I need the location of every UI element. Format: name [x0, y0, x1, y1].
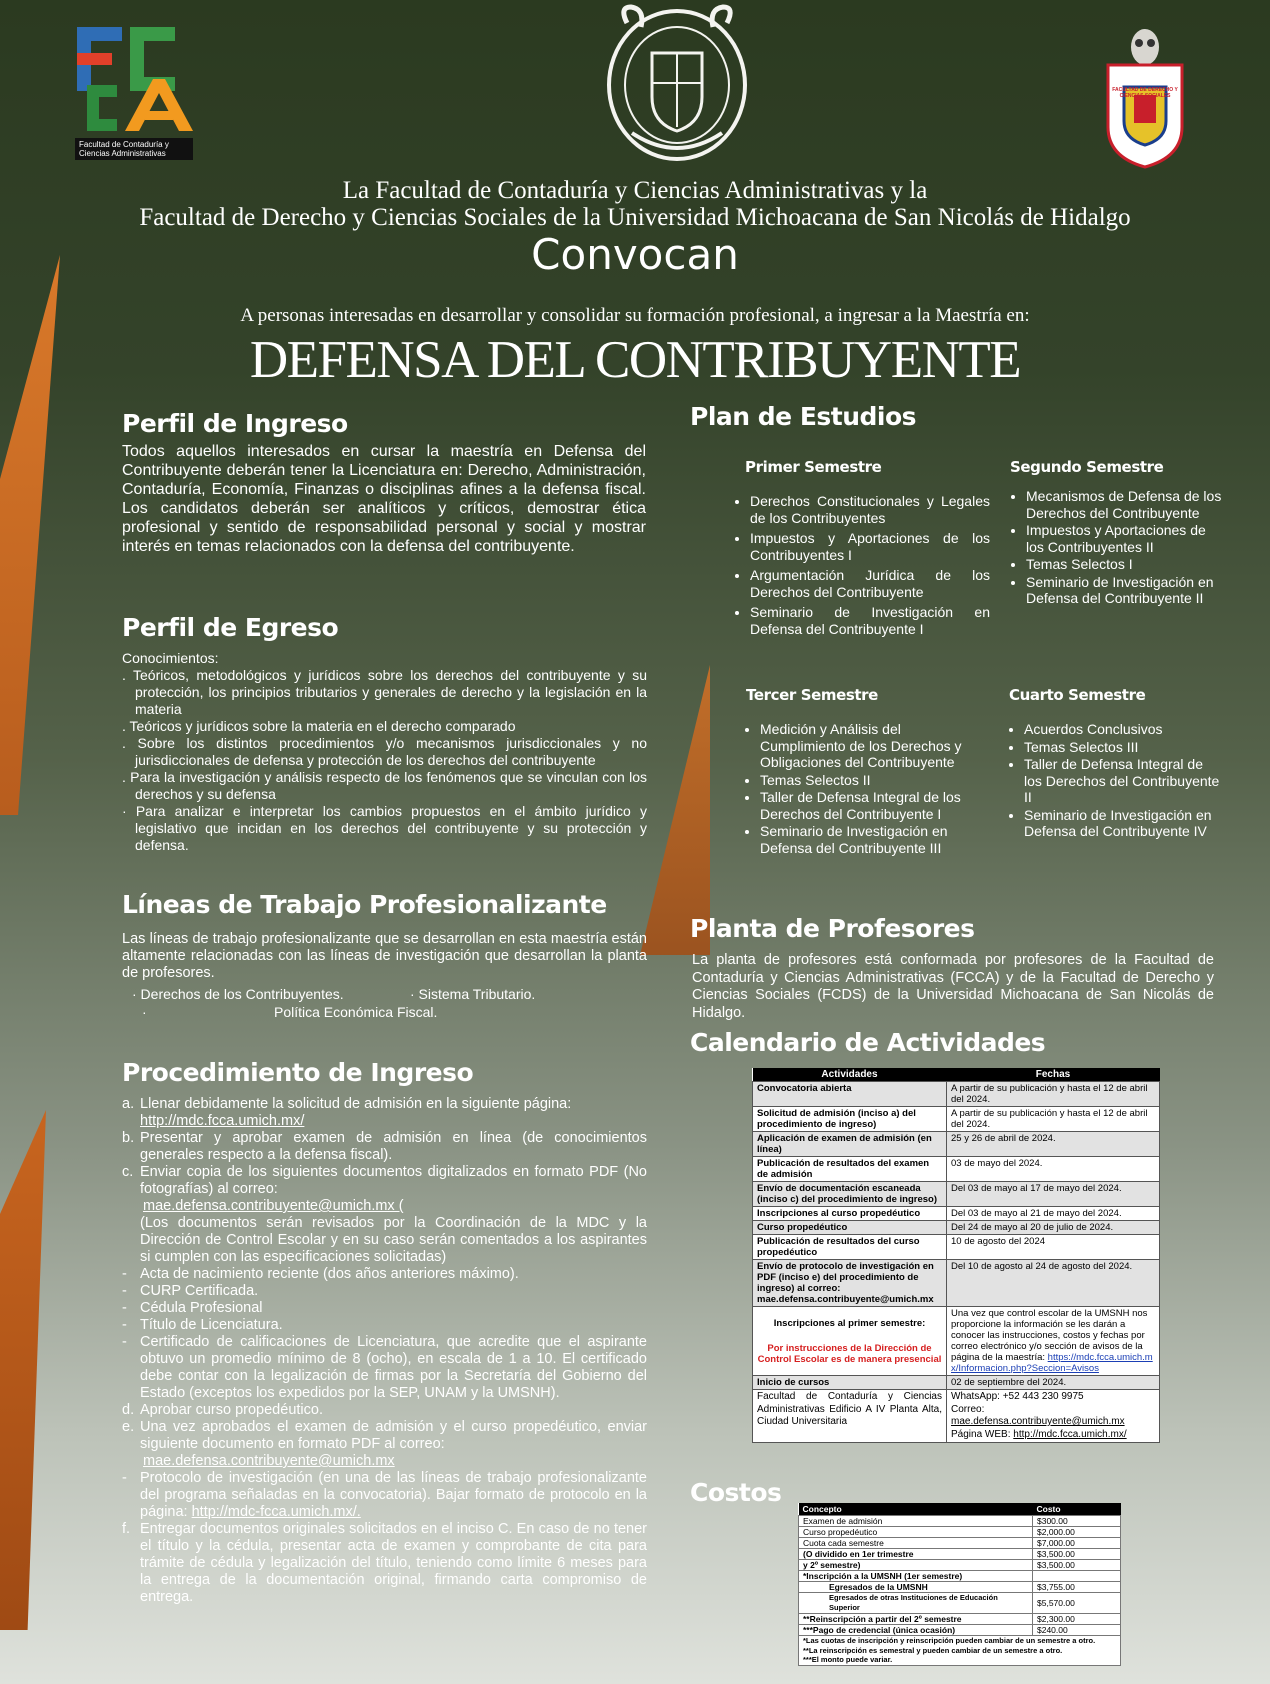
proc-step-c-note: (Los documentos serán revisados por la Coordinación de la MDC y la Dirección de Control Escolar y en su caso serán comentados a los aspirantes si cumplen con las especificaciones solicitadas)	[140, 1215, 647, 1265]
proc-step-c-text: Enviar copia de los siguientes documentos digitalizados en formato PDF (No fotografías) al correo:	[140, 1164, 647, 1197]
course-item: • Medición y Análisis del Cumplimiento de los Derechos y Obligaciones del Contribuyente	[760, 721, 965, 771]
lineas-item-3-bullet: ·	[142, 1004, 147, 1020]
lineas-item-3: Política Económica Fiscal.	[274, 1004, 438, 1020]
contact-email-link[interactable]: mae.defensa.contribuyente@umich.mx	[951, 1416, 1125, 1427]
costs-row	[799, 1560, 1121, 1571]
cost-value: $3,500.00	[1033, 1560, 1121, 1571]
proc-step-a-link[interactable]: http://mdc.fcca.umich.mx/	[140, 1113, 305, 1129]
perfil-egreso-intro: Conocimientos:	[122, 650, 219, 666]
calendar-date: A partir de su publicación y hasta el 12 de abril del 2024.	[947, 1082, 1160, 1107]
perfil-ingreso-text: Todos aquellos interesados en cursar la maestría en Defensa del Contribuyente deberán tener la Licenciatura en: Derecho, Administración, Contaduría, Economía, Finanzas o disciplinas afines a la defensa fiscal. Los candidatos deberán ser analíticos y críticos, demostrar ética profesional y sentido de responsabilidad personal y social y mostrar interés en temas relacionados con la defensa del contribuyente.	[122, 443, 646, 555]
costs-header-cost: Costo	[1033, 1503, 1121, 1516]
planta-title: Planta de Profesores	[690, 914, 975, 943]
perfil-egreso-item: . Teóricos, metodológicos y jurídicos sobre los derechos del contribuyente y su protección, los principios tributarios y generales de derecho y la legislación en la materia	[122, 667, 647, 717]
proc-doc: - Cédula Profesional	[122, 1300, 263, 1316]
calendar-activity: Publicación de resultados del curso propedéutico	[753, 1235, 947, 1260]
inscripciones-note: Por instrucciones de la Dirección de Control Escolar es de manera presencial	[757, 1342, 942, 1365]
course-item: • Acuerdos Conclusivos	[1024, 721, 1224, 738]
costs-row	[799, 1527, 1121, 1538]
proc-doc: - Certificado de calificaciones de Licenciatura, que acredite que el aspirante obtuvo un promedio mínimo de 8 (ocho), en escala de 1 a 10. El certificado debe contar con la legalización de firmas por la Secretaría del Gobierno del Estado (exceptos los expedidos por la SEP, UNAM y la UMSNH).	[122, 1334, 647, 1401]
calendar-date	[947, 1307, 1160, 1376]
lineas-title: Líneas de Trabajo Profesionalizante	[122, 890, 607, 919]
intro-text: A personas interesadas en desarrollar y consolidar su formación profesional, a ingresar a la Maestría en:	[240, 305, 1030, 326]
course-item: • Temas Selectos I	[1026, 556, 1226, 573]
cost-value: $300.00	[1033, 1516, 1121, 1527]
procedimiento-title: Procedimiento de Ingreso	[122, 1058, 474, 1087]
costos-title: Costos	[690, 1478, 782, 1507]
semester-3-title: Tercer Semestre	[746, 686, 878, 704]
cost-value: $2,300.00	[1033, 1614, 1121, 1625]
convocan-heading: Convocan	[531, 230, 739, 279]
perfil-ingreso-title: Perfil de Ingreso	[122, 409, 348, 438]
semester-2-title: Segundo Semestre	[1010, 458, 1164, 476]
course-item: • Seminario de Investigación en Defensa del Contribuyente II	[1026, 574, 1226, 607]
proc-step-e-doc-link[interactable]: http://mdc-fcca.umich.mx/.	[191, 1504, 361, 1520]
calendario-title: Calendario de Actividades	[690, 1028, 1046, 1057]
costs-row	[799, 1625, 1121, 1636]
calendar-date: Del 03 de mayo al 21 de mayo del 2024.	[947, 1207, 1160, 1221]
costs-notes-row	[799, 1636, 1121, 1666]
proc-step-e-text: Una vez aprobados el examen de admisión y el curso propedéutico, enviar siguiente documento en formato PDF al correo:	[140, 1419, 647, 1452]
calendar-row	[753, 1235, 1160, 1260]
cost-note: ***El monto puede variar.	[803, 1655, 893, 1664]
calendar-date: 25 y 26 de abril de 2024.	[947, 1132, 1160, 1157]
calendar-row	[753, 1207, 1160, 1221]
planta-text: La planta de profesores está conformada por profesores de la Facultad de Contaduría y Ciencias Administrativas (FCCA) y de la Facultad de Derecho y Ciencias Sociales (FCDS) de la Universidad Michoacana de San Nicolás de Hidalgo.	[692, 952, 1214, 1021]
calendar-row	[753, 1107, 1160, 1132]
proc-step-b-text: Presentar y aprobar examen de admisión en línea (de conocimientos generales respecto a la defensa fiscal).	[140, 1130, 647, 1163]
contact-whatsapp: WhatsApp: +52 443 230 9975	[951, 1391, 1084, 1402]
semester-4-list	[1006, 721, 1224, 841]
course-item: • Temas Selectos II	[760, 772, 965, 789]
course-item: • Impuestos y Aportaciones de los Contribuyentes I	[750, 530, 990, 563]
lineas-text: Las líneas de trabajo profesionalizante que se desarrollan en esta maestría están altamente relacionadas con las líneas de investigación que desarrollan la planta de profesores.	[122, 931, 647, 981]
calendar-activity: Publicación de resultados del examen de admisión	[753, 1157, 947, 1182]
proc-doc: - Título de Licenciatura.	[122, 1317, 283, 1333]
cost-concept: Examen de admisión	[799, 1516, 1033, 1527]
calendar-row	[753, 1376, 1160, 1390]
semester-1-list	[732, 493, 990, 638]
inscripciones-link[interactable]: https://mdc.fcca.umich.mx/Informacion.php?Seccion=Avisos	[951, 1352, 1153, 1374]
cost-value: $5,570.00	[1033, 1593, 1121, 1614]
cost-value: $3,755.00	[1033, 1582, 1121, 1593]
fcca-logo	[75, 25, 205, 160]
proc-step-a-text: Llenar debidamente la solicitud de admisión en la siguiente página:	[140, 1096, 572, 1112]
calendar-date: 03 de mayo del 2024.	[947, 1157, 1160, 1182]
proc-step-e-link[interactable]: mae.defensa.contribuyente@umich.mx	[143, 1453, 395, 1469]
cost-value	[1033, 1571, 1121, 1582]
calendar-activity: Inscripciones al curso propedéutico	[753, 1207, 947, 1221]
cost-value: $2,000.00	[1033, 1527, 1121, 1538]
cost-concept: Egresados de la UMSNH	[799, 1582, 1033, 1593]
proc-doc-text: Acta de nacimiento reciente (dos años anteriores máximo).	[140, 1266, 519, 1282]
cost-concept: Cuota cada semestre	[799, 1538, 1033, 1549]
costs-row	[799, 1614, 1121, 1625]
proc-step-f-text: Entregar documentos originales solicitados en el inciso C. En caso de no tener el título y la cédula, presentar acta de examen y comprobante de cita para trámite de cédula y legalización del título, teniendo como límite 6 meses para la entrega de la documentación original, firmando carta compromiso de entrega.	[140, 1521, 647, 1605]
proc-step-f: f. Entregar documentos originales solicitados en el inciso C. En caso de no tener el título y la cédula, presentar acta de examen y comprobante de cita para trámite de cédula y legalización del título, teniendo como límite 6 meses para la entrega de la documentación original, firmando carta compromiso de entrega.	[122, 1521, 647, 1605]
calendar-row	[753, 1157, 1160, 1182]
law-faculty-seal	[1100, 25, 1190, 170]
header-line-1: La Facultad de Contaduría y Ciencias Administrativas y la	[342, 177, 928, 204]
calendar-row	[753, 1260, 1160, 1307]
costs-row	[799, 1593, 1121, 1614]
calendar-row	[753, 1132, 1160, 1157]
perfil-egreso-item: . Para la investigación y análisis respecto de los fenómenos que se vinculan con los derechos y su defensa	[122, 769, 647, 802]
lineas-item-1: · Derechos de los Contribuyentes.	[132, 986, 344, 1002]
program-title: DEFENSA DEL CONTRIBUYENTE	[249, 331, 1021, 389]
cost-concept: (O dividido en 1er trimestre	[799, 1549, 1033, 1560]
inscripciones-label: Inscripciones al primer semestre:	[773, 1317, 926, 1329]
calendar-activity: Envío de documentación escaneada (inciso c) del procedimiento de ingreso)	[753, 1182, 947, 1207]
course-item: • Taller de Defensa Integral de los Derechos del Contribuyente II	[1024, 756, 1224, 806]
costs-row	[799, 1571, 1121, 1582]
calendar-date: Del 10 de agosto al 24 de agosto del 2024.	[947, 1260, 1160, 1307]
course-item: • Seminario de Investigación en Defensa del Contribuyente IV	[1024, 807, 1224, 840]
cost-concept: Egresados de otras Instituciones de Educación Superior	[799, 1593, 1033, 1614]
calendar-date: Del 24 de mayo al 20 de julio de 2024.	[947, 1221, 1160, 1235]
calendar-activity: Aplicación de examen de admisión (en línea)	[753, 1132, 947, 1157]
cost-value: $7,000.00	[1033, 1538, 1121, 1549]
cost-concept: Curso propedéutico	[799, 1527, 1033, 1538]
proc-step-e: e. Una vez aprobados el examen de admisión y el curso propedéutico, enviar siguiente documento en formato PDF al correo: mae.defensa.contribuyente@umich.mx	[122, 1419, 647, 1469]
proc-doc-text: Título de Licenciatura.	[140, 1317, 283, 1333]
contact-web-label: Página WEB:	[951, 1428, 1011, 1440]
semester-1-title: Primer Semestre	[745, 458, 882, 476]
perfil-egreso-title: Perfil de Egreso	[122, 613, 339, 642]
calendar-date: A partir de su publicación y hasta el 12 de abril del 2024.	[947, 1107, 1160, 1132]
inscripciones-text: Una vez que control escolar de la UMSNH nos proporcione la información se les darán a conocer las instrucciones, costos y fechas por correo electrónico y/o sección de avisos de la página de la maestría:	[951, 1308, 1148, 1363]
contact-email-label: Correo:	[951, 1403, 985, 1415]
calendar-activity: Inicio de cursos	[753, 1376, 947, 1390]
course-item: • Mecanismos de Defensa de los Derechos del Contribuyente	[1026, 488, 1226, 521]
calendar-row	[753, 1221, 1160, 1235]
perfil-egreso-item: . Teóricos y jurídicos sobre la materia en el derecho comparado	[122, 718, 516, 734]
cost-concept: **Reinscripción a partir del 2º semestre	[799, 1614, 1033, 1625]
orange-decoration-bottom	[0, 1110, 46, 1630]
costs-table	[798, 1503, 1121, 1666]
proc-doc-text: CURP Certificada.	[140, 1283, 259, 1299]
perfil-egreso-block	[122, 650, 647, 854]
calendar-activity: Envío de protocolo de investigación en PDF (inciso e) del procedimiento de ingreso) al correo: mae.defensa.contribuyente@umich.mx	[753, 1260, 947, 1307]
calendar-activity: Convocatoria abierta	[753, 1082, 947, 1107]
contact-web-link[interactable]: http://mdc.fcca.umich.mx/	[1013, 1428, 1127, 1440]
cost-value: $3,500.00	[1033, 1549, 1121, 1560]
proc-doc: - CURP Certificada.	[122, 1283, 259, 1299]
costs-header-row	[799, 1503, 1121, 1516]
costs-row	[799, 1582, 1121, 1593]
costs-notes	[799, 1636, 1121, 1666]
proc-doc: - Protocolo de investigación (en una de las líneas de trabajo profesionalizante del programa señaladas en la convocatoria). Bajar formato de protocolo en la página: http://mdc-fcca.umich.mx/.	[122, 1470, 647, 1520]
calendar-row	[753, 1082, 1160, 1107]
fcca-logo-text: Facultad de Contaduría y Ciencias Administrativas	[75, 138, 193, 160]
calendar-date: Del 03 de mayo al 17 de mayo del 2024.	[947, 1182, 1160, 1207]
cost-note: **La reinscripción es semestral y pueden cambiar de un semestre a otro.	[803, 1645, 1063, 1655]
course-item: • Impuestos y Aportaciones de los Contribuyentes II	[1026, 522, 1226, 555]
calendar-header-dates: Fechas	[947, 1068, 1160, 1082]
calendar-date: 02 de septiembre del 2024.	[947, 1376, 1160, 1390]
cost-concept: ***Pago de credencial (única ocasión)	[799, 1625, 1033, 1636]
calendar-activity	[753, 1307, 947, 1376]
perfil-egreso-item: . Sobre los distintos procedimientos y/o mecanismos jurisdiccionales y no jurisdiccionales de defensa y protección de los derechos del contribuyente	[122, 735, 647, 768]
proc-step-d-text: Aprobar curso propedéutico.	[140, 1402, 323, 1418]
header-line-2: Facultad de Derecho y Ciencias Sociales de la Universidad Michoacana de San Nicolás de Hidalgo	[139, 204, 1131, 231]
proc-doc-text: Certificado de calificaciones de Licenciatura, que acredite que el aspirante obtuvo un promedio mínimo de 8 (ocho), en escala de 1 a 10. El certificado debe contar con la legalización de firmas por la Secretaría del Gobierno del Estado (exceptos los expedidos por la SEP, UNAM y la UMSNH).	[140, 1334, 647, 1401]
law-faculty-seal-text: FACULTAD DE DERECHO Y CIENCIAS SOCIALES	[1112, 87, 1178, 99]
calendar-table	[752, 1068, 1160, 1443]
proc-doc: - Acta de nacimiento reciente (dos años anteriores máximo).	[122, 1266, 519, 1282]
costs-row	[799, 1538, 1121, 1549]
orange-decoration-middle	[640, 665, 710, 955]
costs-row	[799, 1516, 1121, 1527]
calendar-header-activities: Actividades	[753, 1068, 947, 1082]
proc-step-e-doc: Protocolo de investigación (en una de las líneas de trabajo profesionalizante del programa señaladas en la convocatoria). Bajar formato de protocolo en la página:	[140, 1470, 647, 1520]
cost-value: $240.00	[1033, 1625, 1121, 1636]
course-item: • Derechos Constitucionales y Legales de los Contribuyentes	[750, 493, 990, 526]
calendar-activity: Solicitud de admisión (inciso a) del procedimiento de ingreso)	[753, 1107, 947, 1132]
lineas-item-2: · Sistema Tributario.	[410, 986, 536, 1002]
proc-step-a: a. Llenar debidamente la solicitud de admisión en la siguiente página: http://mdc.fcca.umich.mx/	[122, 1096, 572, 1129]
calendar-row-inscripciones	[753, 1307, 1160, 1376]
plan-title: Plan de Estudios	[690, 402, 917, 431]
proc-step-c: c. Enviar copia de los siguientes documentos digitalizados en formato PDF (No fotografías) al correo: mae.defensa.contribuyente@umich.mx ( (Los documentos serán revisados por la Coordinación de la MDC y la Dirección de Control Escolar y en su caso serán comentados a los aspirantes si cumplen con las especificaciones solicitadas)	[122, 1164, 647, 1265]
semester-3-list	[742, 721, 965, 857]
proc-doc-text: Cédula Profesional	[140, 1300, 263, 1316]
cost-concept: y 2º semestre)	[799, 1560, 1033, 1571]
course-item: • Seminario de Investigación en Defensa del Contribuyente I	[750, 604, 990, 637]
calendar-date: 10 de agosto del 2024	[947, 1235, 1160, 1260]
semester-4-title: Cuarto Semestre	[1009, 686, 1146, 704]
calendar-contact-row	[753, 1390, 1160, 1443]
cost-concept: *Inscripción a la UMSNH (1er semestre)	[799, 1571, 1033, 1582]
contact-info	[947, 1390, 1160, 1443]
course-item: • Seminario de Investigación en Defensa del Contribuyente III	[760, 823, 965, 856]
costs-header-concept: Concepto	[799, 1503, 1033, 1516]
calendar-row	[753, 1182, 1160, 1207]
proc-step-c-link[interactable]: mae.defensa.contribuyente@umich.mx (	[143, 1198, 404, 1214]
course-item: • Temas Selectos III	[1024, 739, 1224, 756]
calendar-header-row	[753, 1068, 1160, 1082]
costs-row	[799, 1549, 1121, 1560]
contact-address: Facultad de Contaduría y Ciencias Administrativas Edificio A IV Planta Alta, Ciudad Universitaria	[753, 1390, 947, 1443]
semester-2-list	[1008, 488, 1226, 608]
proc-step-b: b. Presentar y aprobar examen de admisión en línea (de conocimientos generales respecto a la defensa fiscal).	[122, 1130, 647, 1163]
course-item: • Argumentación Jurídica de los Derechos del Contribuyente	[750, 567, 990, 600]
calendar-activity: Curso propedéutico	[753, 1221, 947, 1235]
cost-note: *Las cuotas de inscripción y reinscripción pueden cambiar de un semestre a otro.	[803, 1636, 1096, 1645]
university-seal	[597, 3, 757, 165]
procedimiento-block	[122, 1096, 647, 1606]
course-item: • Taller de Defensa Integral de los Derechos del Contribuyente I	[760, 789, 965, 822]
proc-step-d: d. Aprobar curso propedéutico.	[122, 1402, 323, 1418]
perfil-egreso-item: · Para analizar e interpretar los cambios propuestos en el ámbito jurídico y legislativo que incidan en los derechos del contribuyente y su protección y defensa.	[122, 803, 647, 853]
